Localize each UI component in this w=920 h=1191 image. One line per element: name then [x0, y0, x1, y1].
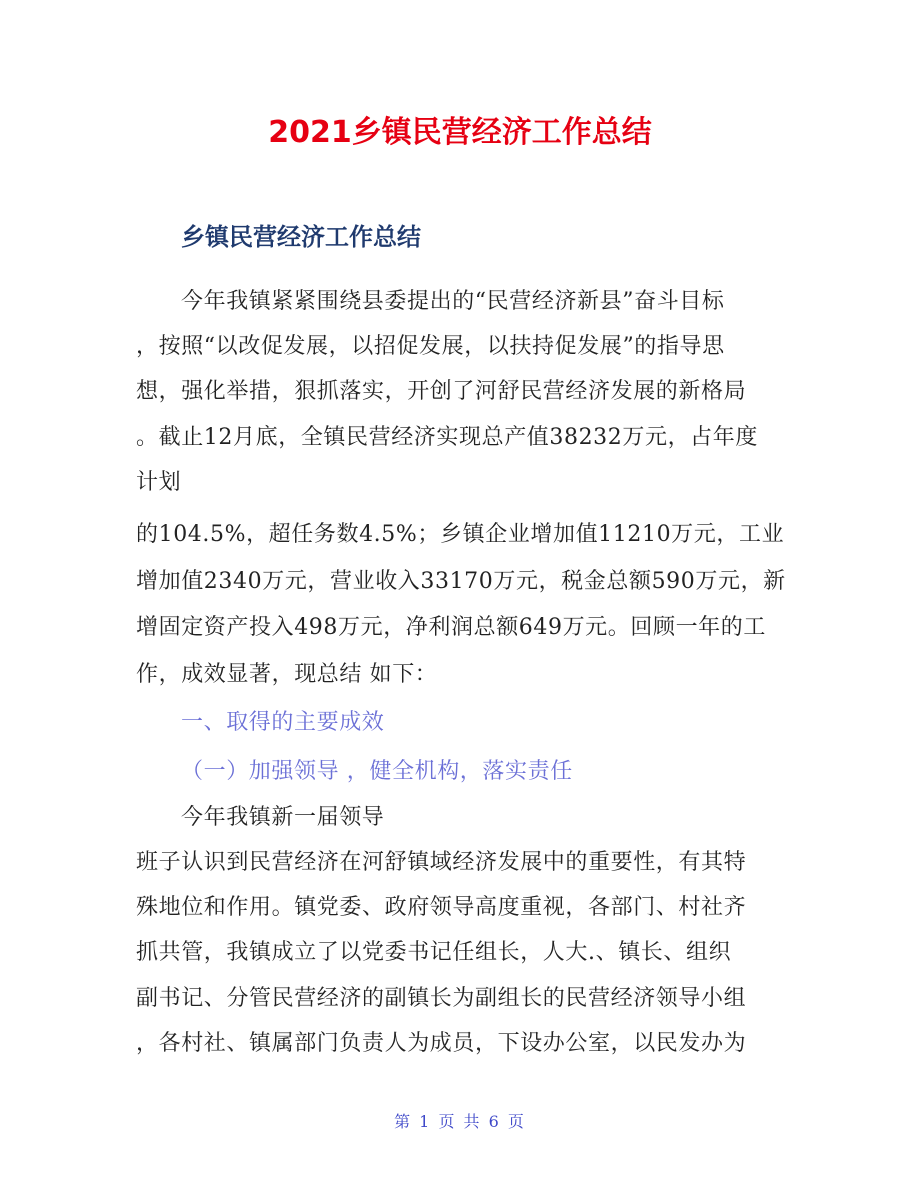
body-line: 的104.5%，超任务数4.5%；乡镇企业增加值11210万元，工业	[136, 522, 785, 547]
body-line: 增加值2340万元，营业收入33170万元，税金总额590万元，新	[136, 569, 786, 594]
subsection-heading: （一）加强领导 ，健全机构，落实责任	[181, 759, 573, 784]
body-line: ，各村社、镇属部门负责人为成员，下设办公室，以民发办为	[136, 1031, 747, 1056]
document-subtitle: 乡镇民营经济工作总结	[181, 223, 421, 251]
body-line: 抓共管，我镇成立了以党委书记任组长，人大.、镇长、组织	[136, 940, 732, 965]
body-line: 作，成效显著，现总结 如下：	[136, 662, 438, 687]
body-line: 。截止12月底，全镇民营经济实现总产值38232万元，占年度	[136, 425, 758, 450]
body-line: 副书记、分管民营经济的副镇长为副组长的民营经济领导小组	[136, 986, 747, 1011]
body-line: 今年我镇新一届领导	[181, 805, 385, 830]
body-line: ，按照“以改促发展，以招促发展，以扶持促发展”的指导思	[136, 334, 725, 359]
body-line: 增固定资产投入498万元，净利润总额649万元。回顾一年的工	[136, 615, 766, 640]
body-line: 殊地位和作用。镇党委、政府领导高度重视，各部门、村社齐	[136, 895, 747, 920]
body-line: 想，强化举措，狠抓落实，开创了河舒民营经济发展的新格局	[136, 379, 747, 404]
body-line: 计划	[136, 470, 182, 495]
body-line: 班子认识到民营经济在河舒镇域经济发展中的重要性，有其特	[136, 850, 747, 875]
section-heading: 一、取得的主要成效	[181, 710, 385, 735]
body-line: 今年我镇紧紧围绕县委提出的“民营经济新县”奋斗目标	[181, 289, 725, 314]
document-title: 2021乡镇民营经济工作总结	[268, 115, 652, 150]
page-footer: 第 1 页 共 6 页	[394, 1112, 526, 1131]
